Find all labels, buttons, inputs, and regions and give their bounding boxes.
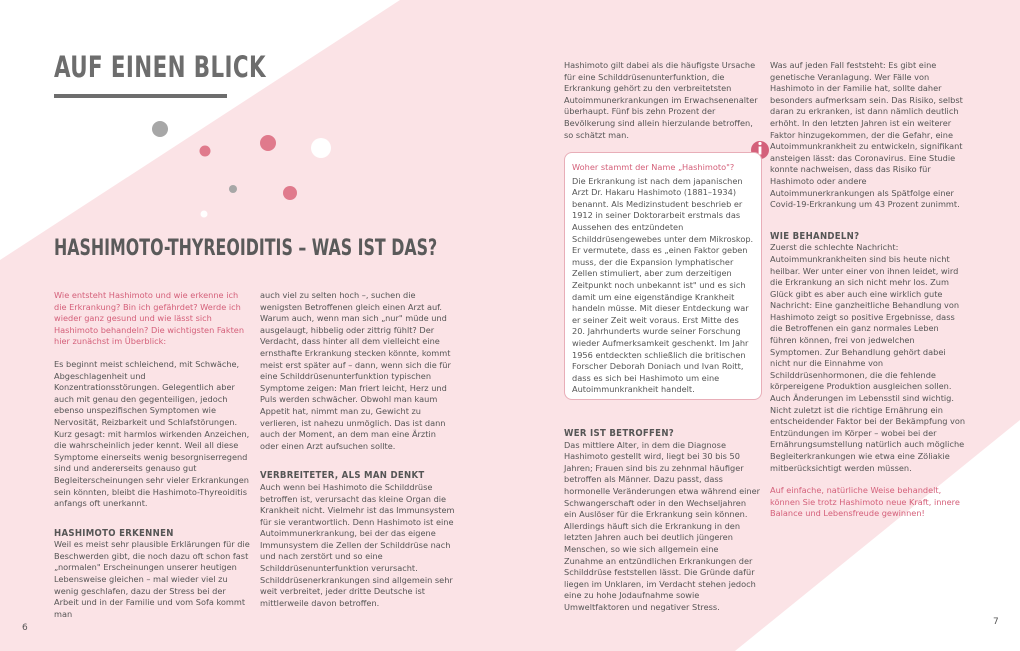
info-box-content — [572, 162, 754, 396]
body-paragraph: Auch wenn bei Hashimoto die Schilddrüse betroffen ist, verursacht das kleine Organ die Krankheit nicht. Vielmehr ist das Immunsystem für sie verantwortlich. Denn Hashimoto ist eine Autoimmunerkrankung, bei der das eigene Immunsystem die Zellen der Schilddrüse nach und nach zerstört und so eine Schilddrüsenunterfunktion verursacht. Schilddrüsenerkrankungen sind allgemein sehr weit verbreitet, jeder dritte Deutsche ist mittlerweile davon betroffen. — [260, 481, 455, 608]
decor-dot — [283, 186, 297, 200]
body-paragraph: Das mittlere Alter, in dem die Diagnose Hashimoto gestellt wird, liegt bei 30 bis 50 Jahren; Frauen sind bis zu zehnmal häufiger betroffen als Männer. Dazu passt, dass hormonelle Veränderungen etwa während einer Schwangerschaft oder in den Wechseljahren ein Auslöser für die Erkrankung sein können. Allerdings häuft sich die Erkrankung in den letzten Jahren auch bei deutlich jüngeren Menschen, so wie sich allgemein eine Zunahme an entzündlichen Erkrankungen der Schilddrüse feststellen lässt. Die Gründe dafür liegen im Unklaren, im Verdacht stehen jedoch eine zu hohe Jodaufnahme sowie Umweltfaktoren und negativer Stress. — [564, 439, 760, 612]
left-column-2 — [260, 290, 456, 609]
left-column-1 — [54, 290, 250, 620]
right-column-1-top — [564, 60, 760, 141]
decor-dot — [201, 211, 208, 218]
page-title: AUF EINEN BLICK — [54, 50, 267, 84]
decor-dot — [260, 135, 276, 151]
body-paragraph: auch viel zu selten hoch –, suchen die wenigsten Betroffenen gleich einen Arzt auf. Warum auch, wenn man sich „nur" müde und ausgelaugt, hibbelig oder zittrig fühlt? Der Verdacht, dass hinter all dem vielleicht eine ernsthafte Erkrankung stecken könnte, kommt meist erst später auf – dann, wenn sich die für eine Schilddrüsenunterfunktion typischen Symptome zeigen: Man friert leicht, Herz und Puls werden schwächer. Obwohl man kaum Appetit hat, nimmt man zu, Gewicht zu verlieren, ist nahezu unmöglich. Das ist dann auch der Moment, an dem man eine Ärztin oder einen Arzt aufsuchen sollte. — [260, 290, 451, 451]
right-column-1-bottom — [564, 428, 760, 614]
decor-dot — [229, 185, 237, 193]
page-number-left: 6 — [22, 623, 28, 633]
subheading-erkennen: HASHIMOTO ERKENNEN — [54, 527, 174, 539]
info-box-title: Woher stammt der Name „Hashimoto"? — [572, 162, 735, 172]
page-number-right: 7 — [993, 617, 999, 627]
title-underline — [54, 94, 227, 98]
closing-text: Auf einfache, natürliche Weise behandelt, können Sie trotz Hashimoto neue Kraft, innere Balance und Lebensfreude gewinnen! — [770, 485, 960, 519]
subheading-behandeln: WIE BEHANDELN? — [770, 230, 860, 242]
section-title: HASHIMOTO-THYREOIDITIS – WAS IST DAS? — [54, 236, 438, 261]
decor-dot — [311, 138, 331, 158]
body-paragraph: Es beginnt meist schleichend, mit Schwäche, Abgeschlagenheit und Konzentrationsstörungen. Gelegentlich aber auch mit genau den gegenteiligen, jedoch ebenso unspezifischen Symptomen wie Nervosität, Reizbarkeit und Schlafstörungen. Kurz gesagt: mit harmlos wirkenden Anzeichen, die wahrscheinlich jeder kennt. Weil all diese Symptome einerseits wenig besorgniserregend sind und andererseits genauso gut Begleiterscheinungen sehr vieler Erkrankungen sein könnten, bleibt die Hashimoto-Thyreoiditis anfangs oft unerkannt. — [54, 358, 250, 509]
decor-dot — [200, 146, 211, 157]
decor-dot — [152, 121, 168, 137]
intro-text: Wie entsteht Hashimoto und wie erkenne ich die Erkrankung? Bin ich gefährdet? Werde ich wieder ganz gesund und wie lässt sich Hashimoto behandeln? Die wichtigsten Fakten hier zunächst im Überblick: — [54, 290, 245, 347]
body-paragraph: Weil es meist sehr plausible Erklärungen für die Beschwerden gibt, die noch dazu oft schon fast „normalen" Erscheinungen unserer heutigen Lebensweise gleichen – mal wieder viel zu wenig geschlafen, dazu der Stress bei der Arbeit und in der Familie und vom Sofa kommt man — [54, 539, 250, 619]
info-box-text: Die Erkrankung ist nach dem japanischen Arzt Dr. Hakaru Hashimoto (1881–1934) benannt. Als Medizinstudent beschrieb er 1912 in seiner Doktorarbeit erstmals das Aussehen des entzündeten Schilddrüsengewebes unter dem Mikroskop. Er vermutete, dass es „einen Faktor geben muss, der die Expansion lymphatischer Zellen stimuliert, aber zum derzeitigen Zeitpunkt noch unbekannt ist" und es sich damit um eine eigenständige Krankheit handeln müsse. Mit dieser Entdeckung war er seiner Zeit weit voraus. Erst Mitte des 20. Jahrhunderts wurde seiner Forschung wieder Aufmerksamkeit geschenkt. Im Jahr 1956 entdeckten schließlich die britischen Forscher Deborah Doniach und Ivan Roitt, dass es sich bei Hashimoto um eine Autoimmunkrankheit handelt. — [572, 175, 754, 395]
body-paragraph: Zuerst die schlechte Nachricht: Autoimmunkrankheiten sind bis heute nicht heilbar. Wer unter einer von ihnen leidet, wird die Erkrankung an sich nicht mehr los. Zum Glück gibt es aber auch eine wirklich gute Nachricht: Eine ganzheitliche Behandlung von Hashimoto zeigt so positive Ergebnisse, dass die Betroffenen ein ganz normales Leben führen können, frei von jedwelchen Symptomen. Zur Behandlung gehört dabei nicht nur die Einnahme von Schilddrüsenhormonen, die die fehlende körpereigene Produktion ausgleichen sollen. Auch Änderungen im Lebensstil sind wichtig. Nicht zuletzt ist die richtige Ernährung ein entscheidender Faktor bei der Bekämpfung von Entzündungen im Körper – wobei bei der Ernährungsumstellung natürlich auch mögliche Begleiterkrankungen wie etwa eine Zöliakie mitberücksichtigt werden müssen. — [770, 242, 966, 473]
subheading-betroffen: WER IST BETROFFEN? — [564, 428, 675, 439]
body-paragraph: Hashimoto gilt dabei als die häufigste Ursache für eine Schilddrüsenunterfunktion, die Erkrankung gehört zu den verbreitetsten Autoimmunerkrankungen im Erwachsenenalter überhaupt. Fünf bis zehn Prozent der Bevölkerung sind allein hierzulande betroffen, so schätzt man. — [564, 60, 758, 140]
body-paragraph: Was auf jeden Fall feststeht: Es gibt eine genetische Veranlagung. Wer Fälle von Hashimoto in der Familie hat, sollte daher besonders aufmerksam sein. Das Risiko, selbst daran zu erkranken, ist dann nämlich deutlich erhöht. In den letzten Jahren ist ein weiterer Faktor hinzugekommen, der die Gefahr, eine Autoimmunkrankheit zu entwickeln, signifikant ansteigen lässt: das Coronavirus. Eine Studie konnte nachweisen, dass das Risiko für Hashimoto oder andere Autoimmunerkrankungen als Spätfolge einer Covid-19-Erkrankung um 43 Prozent zunimmt. — [770, 60, 963, 210]
subheading-verbreitet: VERBREITETER, ALS MAN DENKT — [260, 470, 425, 482]
right-column-2 — [770, 60, 966, 520]
